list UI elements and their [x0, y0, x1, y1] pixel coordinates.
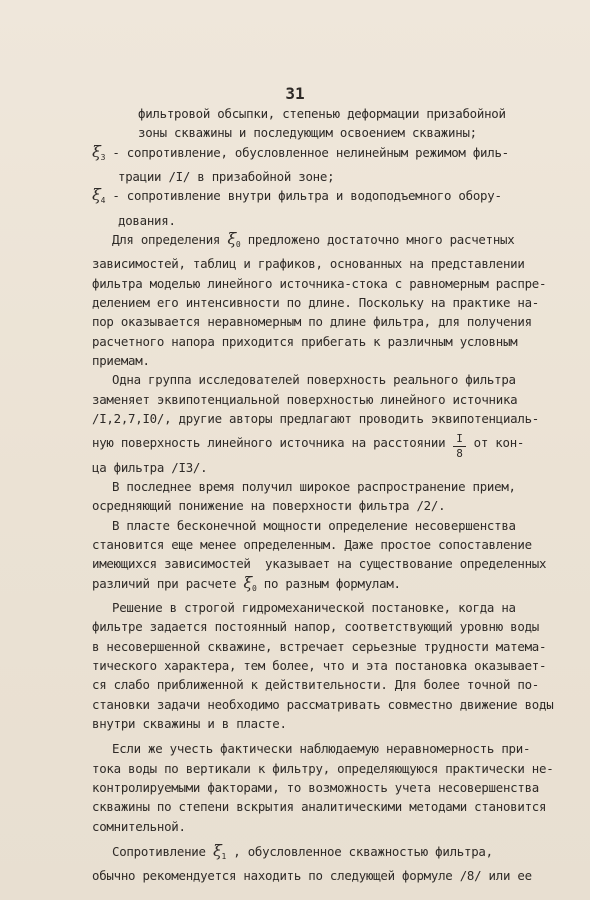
text-line: Одна группа исследователей поверхность реального фильтра: [112, 372, 516, 388]
text-line: Сопротивление $\xi_1$ , обусловленное скважностью фильтра,: [112, 841, 493, 862]
text-line: фильтровой обсыпки, степенью деформации призабойной: [138, 106, 506, 121]
text-line: обычно рекомендуется находить по следующей формуле /8/ или ее: [92, 868, 532, 884]
text-line: сомнительной.: [92, 818, 186, 834]
text-line: внутри скважины и в пласте.: [92, 715, 287, 731]
text-line: имеющихся зависимостей указывает на существование определенных: [92, 556, 547, 572]
xi-symbol: ξ: [92, 185, 101, 205]
text-line: приемам.: [92, 353, 150, 369]
xi-symbol: ξ: [212, 841, 222, 861]
text-line: Решение в строгой гидромеханической постановке, когда на: [112, 599, 516, 615]
text-line: $\xi_3$ - сопротивление, обусловленное нелинейным режимом филь-: [92, 141, 509, 162]
xi-subscript: 4: [100, 196, 106, 206]
text-line: становки задачи необходимо рассматривать совместно движение воды: [92, 696, 554, 712]
text-line: зоны скважины и последующим освоением скважины;: [138, 125, 477, 141]
xi-subscript: 3: [100, 152, 106, 162]
text-line: Для определения $\xi_0$ предложено достаточно много расчетных: [112, 229, 515, 250]
page-number: 31: [285, 84, 305, 103]
xi-subscript: 0: [235, 240, 241, 250]
text-line: контролируемыми факторами, то возможность учета несовершенства: [92, 780, 540, 795]
text-line: $\xi_4$ - сопротивление внутри фильтра и водоподъемного обору-: [92, 185, 502, 206]
text-line: тического характера, тем более, что и эта постановка оказывает-: [92, 657, 547, 673]
text-line: скважины по степени вскрытия аналитическими методами становится: [92, 799, 547, 815]
xi-subscript: 1: [221, 852, 227, 862]
text-line: ся слабо приближенной к действительности. Для более точной по-: [92, 677, 540, 693]
xi-symbol: ξ: [243, 572, 252, 592]
text-line: зависимостей, таблиц и графиков, основанных на представлении: [92, 256, 525, 272]
text-line: В пласте бесконечной мощности определение несовершенства: [112, 517, 516, 533]
text-line: /I,2,7,I0/, другие авторы предлагают проводить эквипотенциаль-: [92, 411, 540, 427]
text-line: тока воды по вертикали к фильтру, определяющуюся практически не-: [92, 760, 554, 776]
text-line: фильтра моделью линейного источника-стока с равномерным распре-: [92, 275, 547, 291]
text-line: фильтре задается постоянный напор, соответствующий уровню воды: [92, 619, 540, 635]
text-line: В последнее время получил широкое распространение прием,: [112, 478, 516, 494]
fraction-one-eighth: $\frac{I}{8}$: [453, 432, 465, 461]
body-text: [92, 104, 554, 886]
xi-symbol: ξ: [227, 229, 236, 249]
text-line: дования.: [118, 212, 176, 228]
text-line: осредняющий понижение на поверхности фильтра /2/.: [92, 498, 446, 514]
text-line: становится еще менее определенным. Даже простое сопоставление: [92, 536, 532, 552]
text-line: делением его интенсивности по длине. Поскольку на практике на-: [92, 295, 540, 311]
text-line: расчетного напора приходится прибегать к различным условным: [92, 333, 518, 349]
text-line: заменяет эквипотенциальной поверхностью линейного источника: [92, 391, 518, 407]
xi-subscript: 0: [251, 583, 257, 593]
text-line: Если же учесть фактически наблюдаемую неравномерность при-: [112, 741, 531, 757]
text-line: трации /I/ в призабойной зоне;: [118, 169, 335, 185]
text-line: ную поверхность линейного источника на расстоянии $\frac{I}{8}$ от кон-: [92, 431, 525, 460]
xi-symbol: ξ: [92, 141, 101, 161]
text-line: в несовершенной скважине, встречает серьезные трудности матема-: [92, 638, 547, 654]
text-line: пор оказывается неравномерным по длине фильтра, для получения: [92, 314, 532, 330]
text-line: ца фильтра /I3/.: [92, 459, 208, 475]
text-line: различий при расчете $\xi_0$ по разным формулам.: [92, 572, 401, 593]
